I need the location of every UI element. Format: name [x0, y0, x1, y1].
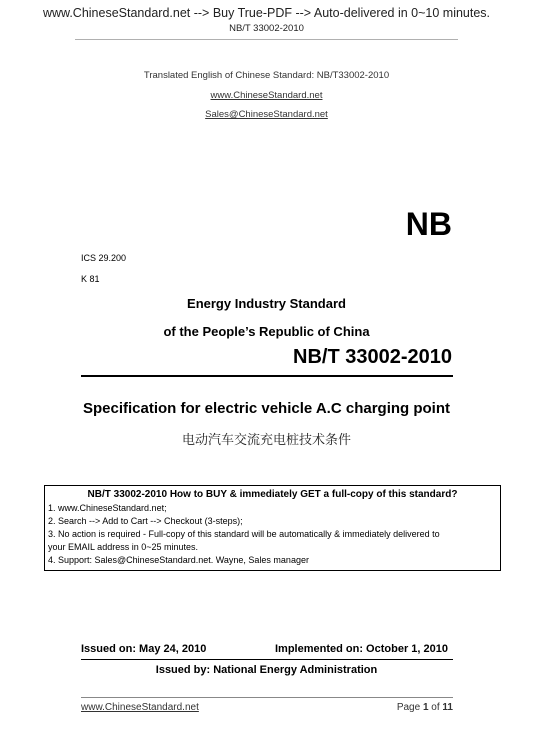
- issue-rule: [81, 659, 453, 660]
- purchase-step-1: 1. www.ChineseStandard.net;: [48, 503, 167, 513]
- page-total: 11: [442, 702, 453, 713]
- header-doc-code: NB/T 33002-2010: [229, 23, 304, 34]
- purchase-step-3: 3. No action is required - Full-copy of this standard will be automatically & immediately delivered to: [48, 529, 440, 539]
- page-of: of: [431, 702, 440, 713]
- website-link[interactable]: www.ChineseStandard.net: [210, 90, 323, 101]
- title-english: Specification for electric vehicle A.C charging point: [82, 400, 451, 417]
- page-indicator: [397, 702, 453, 713]
- purchase-step-2: 2. Search --> Add to Cart --> Checkout (3-steps);: [48, 516, 243, 526]
- doc-number: NB/T 33002-2010: [293, 346, 452, 368]
- class-code: K 81: [81, 274, 100, 284]
- purchase-heading: NB/T 33002-2010 How to BUY & immediately GET a full-copy of this standard?: [87, 489, 458, 500]
- title-chinese: 电动汽车交流充电桩技术条件: [181, 433, 351, 448]
- nb-logo: NB: [405, 206, 452, 242]
- ics-code: ICS 29.200: [81, 253, 127, 263]
- title-rule: [81, 375, 453, 377]
- translation-note: Translated English of Chinese Standard: NB/T33002-2010: [143, 70, 390, 81]
- standard-type: Energy Industry Standard: [187, 296, 346, 311]
- issued-by: Issued by: National Energy Administration: [155, 664, 378, 676]
- page-label: Page: [396, 702, 421, 713]
- email-link[interactable]: Sales@ChineseStandard.net: [205, 109, 328, 120]
- header-divider: [75, 39, 458, 40]
- purchase-step-3-cont: your EMAIL address in 0~25 minutes.: [48, 542, 198, 552]
- footer-website-link[interactable]: www.ChineseStandard.net: [81, 702, 199, 713]
- implemented-on: Implemented on: October 1, 2010: [275, 643, 448, 655]
- standard-country: of the People’s Republic of China: [163, 324, 370, 339]
- purchase-step-4: 4. Support: Sales@ChineseStandard.net. Wayne, Sales manager: [48, 555, 309, 565]
- purchase-info-box: [44, 485, 501, 571]
- issued-on: Issued on: May 24, 2010: [81, 643, 207, 655]
- header-banner: www.ChineseStandard.net --> Buy True-PDF --> Auto-delivered in 0~10 minutes.: [42, 6, 491, 20]
- footer-divider: [81, 697, 453, 698]
- page-current: 1: [422, 702, 429, 713]
